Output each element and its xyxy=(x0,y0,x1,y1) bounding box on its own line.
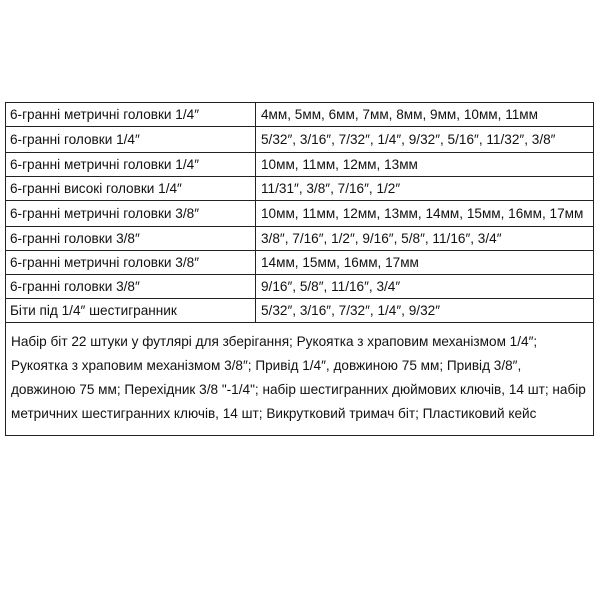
sizes-cell: 3/8″, 7/16″, 1/2″, 9/16″, 5/8″, 11/16″, 3/4″ xyxy=(256,227,594,251)
socket-type-cell: 6-гранні метричні головки 3/8″ xyxy=(6,251,256,275)
kit-contents-note: Набір біт 22 штуки у футлярі для зберігання; Рукоятка з храповим механізмом 1/4″; Рукоятка з храповим механізмом 3/8″; Привід 1/4″, довжиною 75 мм; Привід 3/8″, довжиною 75 мм; Перехідник 3/8 "-1/4"; набір шестигранних дюймових ключів, 14 шт; набір метричних шестигранних ключів, 14 шт; Викрутковий тримач біт; Пластиковий кейс xyxy=(6,323,594,436)
table-row xyxy=(6,153,594,177)
sizes-cell: 14мм, 15мм, 16мм, 17мм xyxy=(256,251,594,275)
sizes-cell: 5/32″, 3/16″, 7/32″, 1/4″, 9/32″, 5/16″, 11/32″, 3/8″ xyxy=(256,127,594,153)
sizes-cell: 4мм, 5мм, 6мм, 7мм, 8мм, 9мм, 10мм, 11мм xyxy=(256,103,594,127)
table-row xyxy=(6,227,594,251)
table-row xyxy=(6,299,594,323)
sizes-cell: 9/16″, 5/8″, 11/16″, 3/4″ xyxy=(256,275,594,299)
spec-table-body xyxy=(6,103,594,323)
sizes-cell: 11/31″, 3/8″, 7/16″, 1/2″ xyxy=(256,177,594,201)
socket-type-cell: Біти під 1/4″ шестигранник xyxy=(6,299,256,323)
socket-type-cell: 6-гранні головки 1/4″ xyxy=(6,127,256,153)
table-row xyxy=(6,275,594,299)
table-row xyxy=(6,103,594,127)
spec-table xyxy=(5,102,594,436)
sizes-cell: 10мм, 11мм, 12мм, 13мм, 14мм, 15мм, 16мм, 17мм xyxy=(256,201,594,227)
sizes-cell: 10мм, 11мм, 12мм, 13мм xyxy=(256,153,594,177)
socket-type-cell: 6-гранні головки 3/8″ xyxy=(6,275,256,299)
footer-row xyxy=(6,323,594,436)
table-row xyxy=(6,201,594,227)
socket-type-cell: 6-гранні головки 3/8″ xyxy=(6,227,256,251)
socket-type-cell: 6-гранні метричні головки 1/4″ xyxy=(6,103,256,127)
socket-type-cell: 6-гранні метричні головки 3/8″ xyxy=(6,201,256,227)
table-row xyxy=(6,127,594,153)
socket-type-cell: 6-гранні високі головки 1/4″ xyxy=(6,177,256,201)
table-row xyxy=(6,251,594,275)
sizes-cell: 5/32″, 3/16″, 7/32″, 1/4″, 9/32″ xyxy=(256,299,594,323)
table-row xyxy=(6,177,594,201)
socket-type-cell: 6-гранні метричні головки 1/4″ xyxy=(6,153,256,177)
